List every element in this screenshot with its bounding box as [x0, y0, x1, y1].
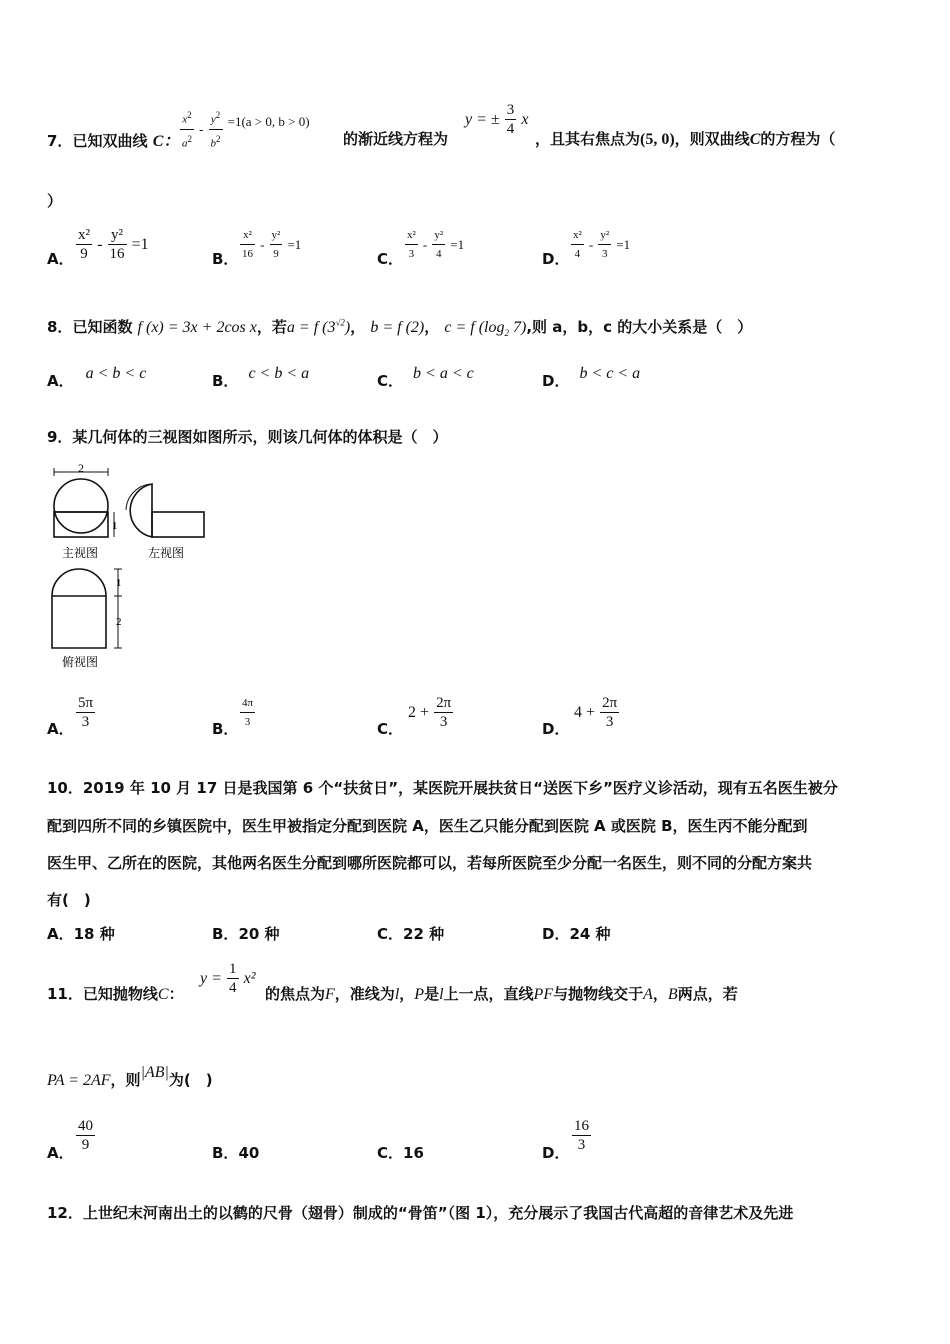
q11-number: 11． — [47, 985, 83, 1003]
side-view — [126, 484, 204, 560]
q10-option-a[interactable]: A．18 种 — [47, 925, 115, 943]
q9-option-d-key[interactable]: D． — [542, 720, 570, 738]
q7-mid: 的渐近线方程为 — [343, 130, 449, 148]
q8-c-def: c = f ($\log_2$ 7) — [444, 319, 527, 339]
front-view-label: 主视图 — [62, 546, 99, 560]
q10-option-b[interactable]: B．20 种 — [212, 925, 280, 943]
q8-stem: 8．已知函数 f (x) = 3x + 2cos x，若a = f $(3^{√2})$， b = f (2)， c = f ($\log_2$ 7),则 a，b，c 的大小关系是（ ） — [47, 317, 753, 339]
q8-lead: 已知函数 — [72, 318, 133, 336]
q7-option-c-key[interactable]: C． — [377, 250, 404, 268]
q11-option-b[interactable]: B．40 — [212, 1144, 260, 1162]
q11-cvar: C — [157, 986, 169, 1003]
q11-option-d[interactable] — [572, 1117, 591, 1154]
q7-curve-equation: $\frac{x^2}{a^2}$ - $\frac{y^2}{b^2}$ $^{=1(a > 0, b > 0)}$ — [180, 106, 310, 152]
q8-tail: ,则 a，b，c 的大小关系是（ ） — [526, 318, 753, 336]
q11-option-d-key[interactable]: D． — [542, 1144, 570, 1162]
three-view-figure — [40, 462, 220, 674]
top-upper-label: 1 — [116, 577, 122, 589]
q7-focus: (5, 0) — [640, 131, 675, 148]
q9-option-c-frac: $\frac{2\pi}{3}$ — [436, 695, 452, 730]
q7-curve-cond: =1(a > 0, b > 0) — [227, 114, 310, 129]
q9-option-c-key[interactable]: C． — [377, 720, 404, 738]
q9-option-b-key[interactable]: B． — [212, 720, 239, 738]
q7-option-d-frac2: $\frac{\text{y²}}{3}$ — [598, 226, 611, 263]
q7-option-d[interactable]: $\frac{\text{x²}}{4}$ - $\frac{\text{y²}}{3}$ =1 — [571, 226, 630, 263]
q11-focus-F: F — [325, 986, 335, 1003]
q7-option-b-key[interactable]: B． — [212, 250, 239, 268]
q11-stem-start: 11．已知抛物线C： — [47, 985, 184, 1003]
q11-point-B: B — [667, 986, 678, 1003]
q7-stem — [47, 128, 179, 151]
q12-line-1: 12．上世纪末河南出土的以鹤的尺骨（翅骨）制成的“骨笛”（图 1），充分展示了我国古代高超的音律艺术及先进 — [47, 1204, 794, 1222]
q11-option-c[interactable]: C．16 — [377, 1144, 424, 1162]
q11-option-a-frac: $\frac{40}{9}$ — [78, 1118, 93, 1153]
q9-option-d-frac: $\frac{2\pi}{3}$ — [602, 695, 618, 730]
q8-func: f (x) = 3x + 2cos x — [137, 319, 257, 336]
top-lower-label: 2 — [116, 616, 122, 628]
q7-option-c-frac2: $\frac{\text{y²}}{4}$ — [432, 226, 445, 263]
q8-number: 8． — [47, 318, 73, 336]
q11-eq-frac: $\frac{1}{4}$ — [229, 961, 237, 996]
q10-option-d[interactable]: D．24 种 — [542, 925, 611, 943]
q7-option-a-key[interactable]: A． — [47, 250, 74, 268]
q9-option-d[interactable]: 4 + $\frac{2\pi}{3}$ — [574, 695, 618, 730]
q9-stem: 9．某几何体的三视图如图所示，则该几何体的体积是（ ） — [47, 428, 448, 446]
q11-line-l-2: l — [439, 986, 444, 1003]
q11-parabola-equation: y = $\frac{1}{4}$ x² — [200, 961, 256, 996]
q7-option-a-frac1: $\frac{\text{x²}}{9}$ — [78, 227, 90, 262]
q7-asym-var: x — [521, 111, 529, 128]
q8-option-c[interactable]: C． b < a < c — [377, 365, 474, 390]
q7-asym-frac: $\frac{3}{4}$ — [506, 102, 515, 137]
q11-cond: PA = 2AF — [47, 1072, 111, 1089]
q11-point-A: A — [643, 986, 653, 1003]
front-view — [54, 462, 118, 560]
top-view — [52, 569, 122, 669]
q7-option-b-frac1: $\frac{\text{x²}}{16}$ — [240, 226, 255, 263]
q8-option-a[interactable]: A． a < b < c — [47, 365, 147, 390]
q11-option-d-frac: $\frac{16}{3}$ — [574, 1118, 589, 1153]
q7-frac-y: $\frac{y^2}{b^2}$ — [209, 106, 223, 152]
front-height-label: 1 — [112, 520, 118, 532]
q11-option-a[interactable] — [76, 1117, 95, 1154]
q7-close: ） — [47, 192, 63, 210]
q7-curve-prefix: C： — [152, 133, 180, 150]
q10-line-3: 医生甲、乙所在的医院，其他两名医生分配到哪所医院都可以，若每所医院至少分配一名医生，则不同的分配方案共 — [47, 854, 813, 872]
q7-option-c-frac1: $\frac{\text{x²}}{3}$ — [405, 226, 418, 263]
side-view-label: 左视图 — [148, 546, 185, 560]
q8-a-def: a = f $(3^{√2})$ — [286, 317, 351, 336]
q8-option-b[interactable]: B． c < b < a — [212, 365, 310, 390]
q7-option-c[interactable]: $\frac{\text{x²}}{3}$ - $\frac{\text{y²}}{4}$ =1 — [405, 226, 464, 263]
q9-option-c[interactable]: 2 + $\frac{2\pi}{3}$ — [408, 695, 452, 730]
top-view-label: 俯视图 — [62, 655, 99, 669]
q11-ab: |AB| — [140, 1064, 169, 1081]
q7-lead: 已知双曲线 — [72, 132, 148, 150]
q7-frac-x: $\frac{x^2}{a^2}$ — [180, 106, 194, 152]
q7-after: ，且其右焦点为(5, 0)，则双曲线C的方程为（ — [535, 130, 836, 148]
q11-point-P: P — [414, 986, 425, 1003]
q11-option-a-key[interactable]: A． — [47, 1144, 74, 1162]
q7-cvar: C — [749, 131, 761, 148]
q11-condition: PA = 2AF，则|AB|为( ) — [47, 1064, 213, 1089]
q7-asym-prefix: y = ± — [465, 111, 500, 128]
q9-option-a-key[interactable]: A． — [47, 720, 74, 738]
q7-option-d-key[interactable]: D． — [542, 250, 570, 268]
q11-stem-rest: 的焦点为F，准线为l，P是l上一点，直线PF与抛物线交于A，B两点，若 — [265, 985, 738, 1003]
q7-number: 7． — [47, 132, 73, 150]
q10-line-2: 配到四所不同的乡镇医院中，医生甲被指定分配到医院 A，医生乙只能分配到医院 A 或医院 B，医生丙不能分配到 — [47, 817, 808, 835]
q9-option-b-frac: $\frac{4\pi}{3}$ — [240, 694, 255, 731]
q7-option-b[interactable]: $\frac{\text{x²}}{16}$ - $\frac{\text{y²}}{9}$ =1 — [240, 226, 301, 263]
q8-b-def: b = f (2) — [370, 319, 425, 336]
q7-asymptote — [465, 101, 528, 138]
q7-option-d-frac1: $\frac{\text{x²}}{4}$ — [571, 226, 584, 263]
q9-option-a-frac: $\frac{5\pi}{3}$ — [78, 695, 94, 730]
q11-line-PF: PF — [533, 986, 554, 1003]
q7-option-b-frac2: $\frac{\text{y²}}{9}$ — [270, 226, 283, 263]
q10-option-c[interactable]: C．22 种 — [377, 925, 445, 943]
q7-option-a-frac2: $\frac{\text{y²}}{16}$ — [109, 227, 125, 262]
q10-line-4: 有( ) — [47, 891, 91, 909]
q9-option-a[interactable] — [76, 694, 95, 731]
q9-option-b[interactable] — [240, 694, 255, 731]
q7-option-a[interactable]: $\frac{\text{x²}}{9}$ - $\frac{\text{y²}}{16}$ =1 — [78, 227, 149, 262]
q8-option-d[interactable]: D． b < c < a — [542, 365, 641, 390]
q10-line-1: 10．2019 年 10 月 17 日是我国第 6 个“扶贫日”，某医院开展扶贫日“送医下乡”医疗义诊活动，现有五名医生被分 — [47, 779, 838, 797]
front-width-label: 2 — [78, 462, 84, 475]
q11-line-l: l — [394, 986, 400, 1003]
